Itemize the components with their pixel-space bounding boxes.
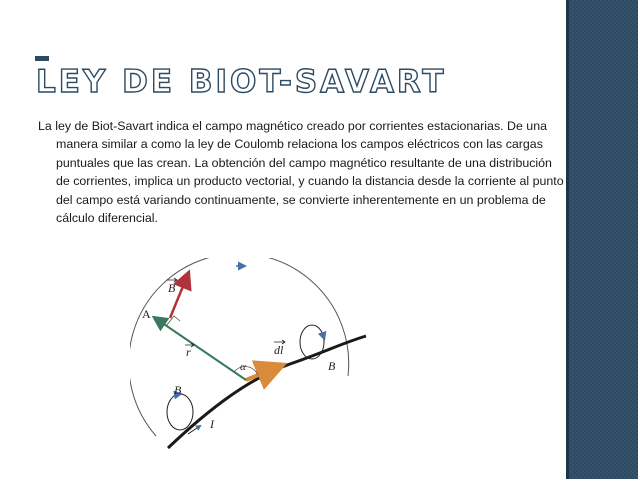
sidebar-edge	[566, 0, 569, 479]
title-accent-bar	[35, 56, 49, 61]
r-vector	[155, 318, 246, 380]
label-b-left: B	[174, 383, 182, 397]
label-b-right: B	[328, 359, 336, 373]
field-circle	[130, 258, 349, 436]
label-b-vector: B	[168, 281, 176, 295]
label-point-a: A	[142, 307, 151, 321]
label-alpha: α	[240, 361, 246, 373]
slide-body	[38, 117, 566, 227]
slide-title: LEY DE BIOT-SAVART	[36, 64, 447, 100]
current-wire	[168, 336, 366, 448]
field-loop-right-arrow	[322, 332, 324, 338]
label-current-i: I	[210, 417, 214, 431]
field-loop-right	[300, 325, 324, 359]
label-dl: dl	[274, 343, 284, 357]
body-paragraph: La ley de Biot-Savart indica el campo magnético creado por corrientes estacionarias. De una manera similar a como la ley de Coulomb relaciona los campos eléctricos con las cargas puntuales que las crean. La obtención del campo magnético resultante de una distribución de corrientes, implica un producto vectorial, y cuando la distancia desde la corriente al punto del campo está variando continuamente, se convierte inherentemente en un problema de cálculo diferencial.	[38, 119, 564, 226]
label-r: r	[186, 345, 191, 359]
decorative-sidebar	[566, 0, 638, 479]
biot-savart-diagram	[130, 258, 370, 458]
field-loop-left	[167, 394, 193, 430]
right-angle-mark	[166, 316, 180, 326]
